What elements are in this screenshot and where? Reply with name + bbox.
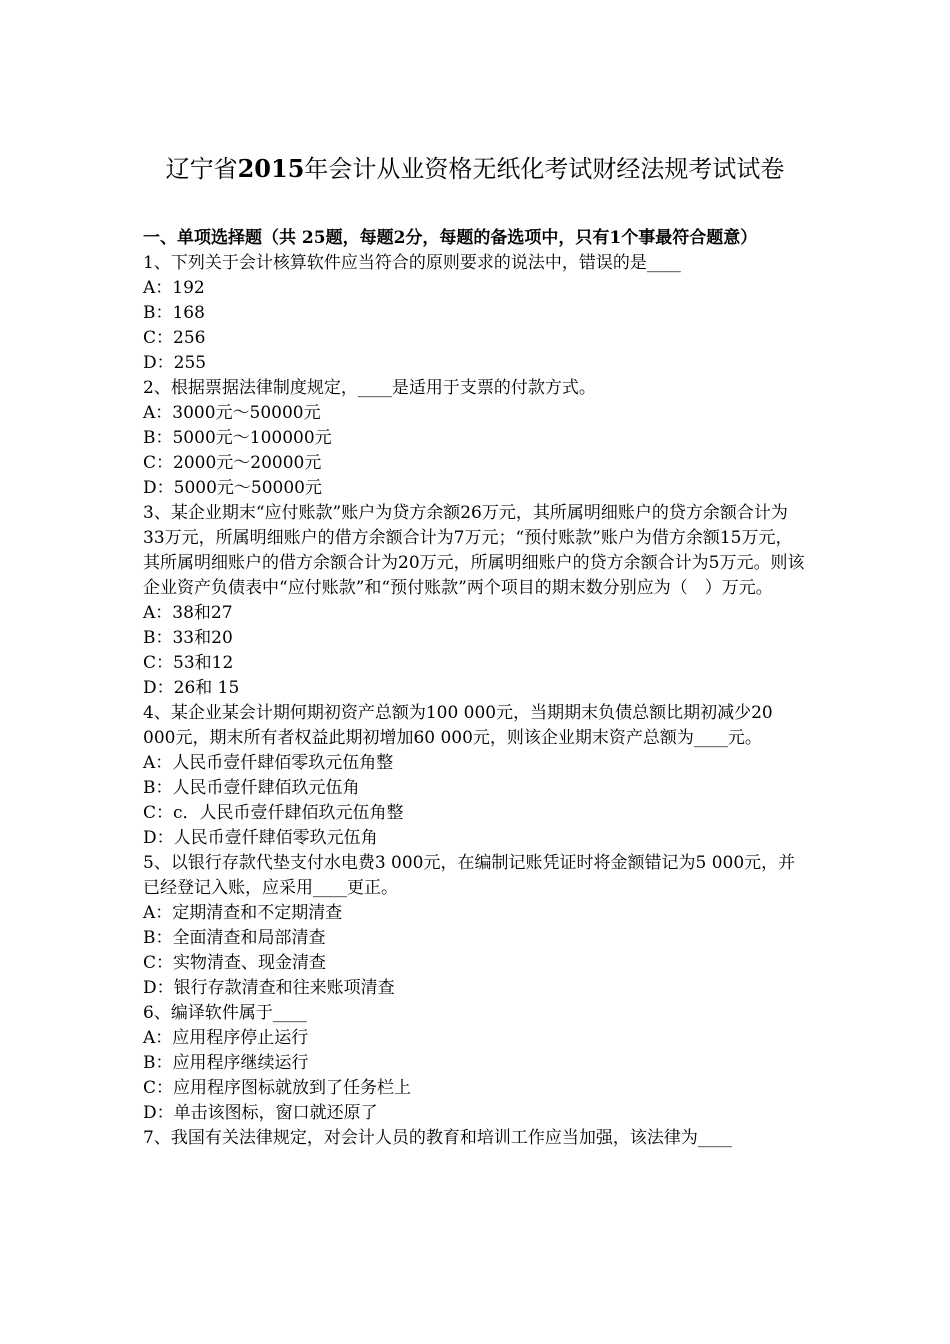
question-stem: 1、下列关于会计核算软件应当符合的原则要求的说法中，错误的是____ <box>143 253 681 273</box>
option-c: C：256 <box>143 328 206 348</box>
option-a: A：定期清查和不定期清查 <box>143 903 343 923</box>
option-d: D：255 <box>143 353 207 373</box>
question-stem: 4、某企业某会计期何期初资产总额为100 000元，当期期末负债总额比期初减少20 000元，期末所有者权益此期初增加60 000元，则该企业期末资产总额为____元。 <box>143 703 773 748</box>
option-d: D：5000元～50000元 <box>143 478 322 498</box>
option-a: A：人民币壹仟肆佰零玖元伍角整 <box>143 753 394 773</box>
question-6 <box>143 1001 807 1126</box>
option-a: A：192 <box>143 278 205 298</box>
question-4 <box>143 701 807 851</box>
question-1 <box>143 251 807 376</box>
option-a: A：应用程序停止运行 <box>143 1028 309 1048</box>
option-b: B：5000元～100000元 <box>143 428 332 448</box>
option-c: C：实物清查、现金清查 <box>143 953 327 973</box>
title-prefix: 辽宁省 <box>165 155 238 183</box>
section-heading: 一、单项选择题（共 25题，每题2分，每题的备选项中，只有1个事最符合题意） <box>143 228 758 248</box>
question-7 <box>143 1126 807 1151</box>
question-3 <box>143 501 807 701</box>
title-year: 2015 <box>237 154 305 183</box>
document-body <box>143 226 807 1151</box>
option-b: B：168 <box>143 303 205 323</box>
option-d: D：人民币壹仟肆佰零玖元伍角 <box>143 828 378 848</box>
option-d: D：单击该图标，窗口就还原了 <box>143 1103 378 1123</box>
option-c: C：2000元～20000元 <box>143 453 322 473</box>
question-stem: 2、根据票据法律制度规定，____是适用于支票的付款方式。 <box>143 378 596 398</box>
question-2 <box>143 376 807 501</box>
option-c: C：应用程序图标就放到了任务栏上 <box>143 1078 412 1098</box>
option-c: C：53和12 <box>143 653 234 673</box>
option-b: B：应用程序继续运行 <box>143 1053 309 1073</box>
document-title <box>0 152 950 186</box>
title-suffix: 年会计从业资格无纸化考试财经法规考试试卷 <box>304 155 785 183</box>
option-a: A：38和27 <box>143 603 233 623</box>
option-b: B：全面清查和局部清查 <box>143 928 326 948</box>
option-b: B：33和20 <box>143 628 233 648</box>
question-stem: 3、某企业期末“应付账款”账户为贷方余额26万元，其所属明细账户的贷方余额合计为33万元，所属明细账户的借方余额合计为7万元；“预付账款”账户为借方余额15万元，其所属明细账户的借方余额合计为20万元，所属明细账户的贷方余额合计为5万元。则该企业资产负债表中“应付账款”和“预付账款”两个项目的期末数分别应为（ ）万元。 <box>143 503 805 598</box>
question-stem: 5、以银行存款代垫支付水电费3 000元，在编制记账凭证时将金额错记为5 000元，并已经登记入账，应采用____更正。 <box>143 853 796 898</box>
option-d: D：银行存款清查和往来账项清查 <box>143 978 395 998</box>
question-5 <box>143 851 807 1001</box>
question-stem: 6、编译软件属于____ <box>143 1003 307 1023</box>
question-stem: 7、我国有关法律规定，对会计人员的教育和培训工作应当加强，该法律为____ <box>143 1128 732 1148</box>
option-c: C：c．人民币壹仟肆佰玖元伍角整 <box>143 803 404 823</box>
option-b: B：人民币壹仟肆佰玖元伍角 <box>143 778 360 798</box>
option-d: D：26和 15 <box>143 678 240 698</box>
option-a: A：3000元～50000元 <box>143 403 321 423</box>
